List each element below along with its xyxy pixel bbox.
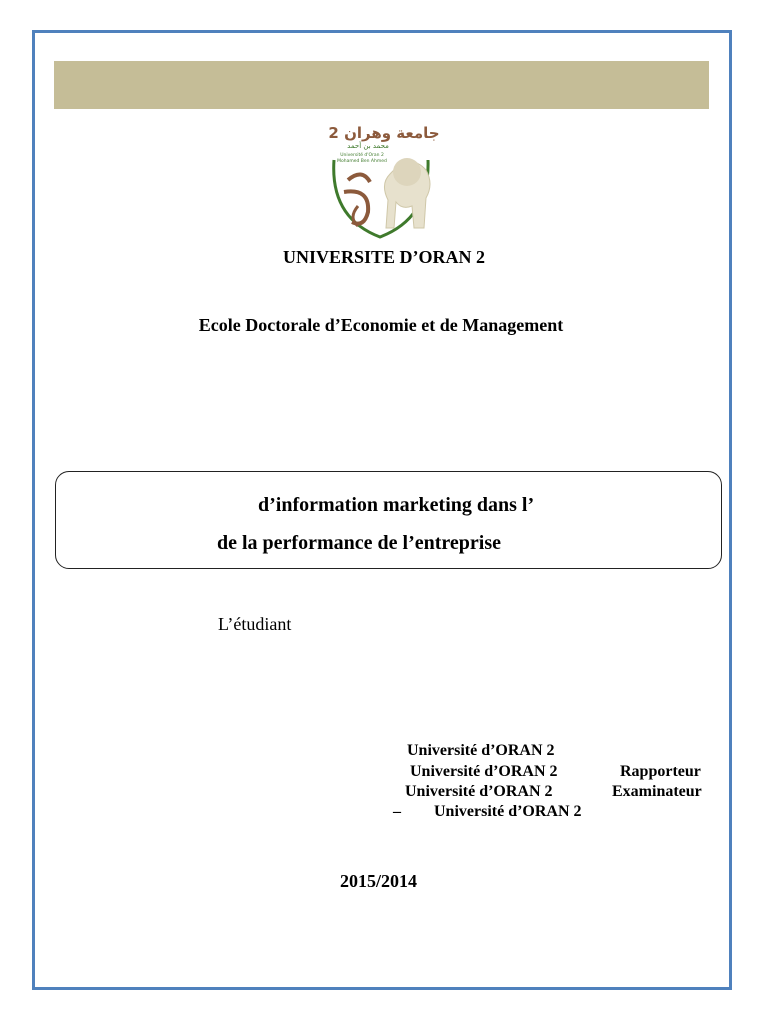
jury-dash: – [393,803,401,820]
logo-arabic-text: جامعة وهران 2 [328,124,440,142]
jury-role-examinateur: Examinateur [612,783,702,800]
jury-role-rapporteur: Rapporteur [620,763,701,780]
jury-affiliation-1: Université d’ORAN 2 [407,742,555,759]
student-label: L’étudiant [218,614,292,634]
doctoral-school-name: Ecole Doctorale d’Economie et de Management [198,315,564,335]
university-logo-graphic [328,122,440,240]
thesis-title-line-1: d’information marketing dans l’ [258,494,535,516]
university-logo [328,122,440,240]
logo-latin-line-1: Université d'Oran 2 [340,153,384,158]
university-title: UNIVERSITE D’ORAN 2 [282,247,486,267]
jury-affiliation-4: Université d’ORAN 2 [434,803,582,820]
academic-year: 2015/2014 [340,871,418,891]
logo-arabic-subtext: محمد بن أحمد [347,142,389,150]
header-band [54,61,709,109]
jury-affiliation-3: Université d’ORAN 2 [405,783,553,800]
jury-affiliation-2: Université d’ORAN 2 [410,763,558,780]
thesis-title-line-2: de la performance de l’entreprise [217,532,501,554]
logo-latin-line-2: Mohamed Ben Ahmed [337,159,387,164]
